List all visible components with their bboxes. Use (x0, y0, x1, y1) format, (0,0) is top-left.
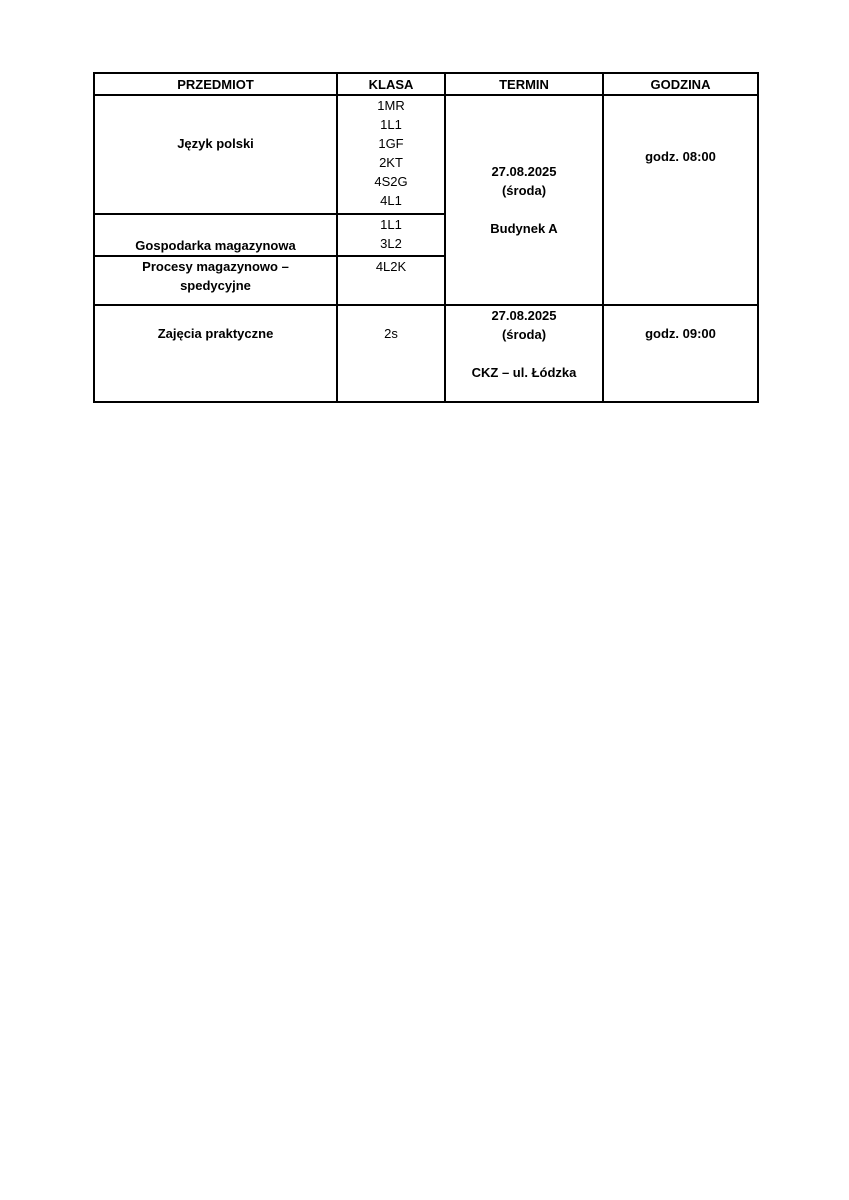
header-row (94, 73, 758, 95)
date-cell (445, 305, 603, 402)
time-text: godz. 08:00 (645, 149, 716, 164)
class-item: 1MR (377, 98, 405, 113)
class-item: 4L1 (380, 193, 402, 208)
subject-cell (94, 305, 337, 402)
subject-text: Język polski (177, 136, 254, 151)
time-text: godz. 09:00 (645, 326, 716, 341)
date-cell (445, 95, 603, 305)
table-row (94, 305, 758, 402)
class-item: 3L2 (380, 236, 402, 251)
time-cell (603, 95, 758, 305)
class-item: 4L2K (375, 259, 407, 274)
class-item: 2KT (379, 155, 403, 170)
class-cell (337, 95, 445, 214)
place-text: Budynek A (490, 221, 558, 236)
class-item: 2s (384, 326, 398, 341)
subject-cell (94, 95, 337, 214)
place-text: CKZ – ul. Łódzka (471, 365, 577, 380)
subject-text-line2: spedycyjne (180, 278, 251, 293)
subject-cell (94, 256, 337, 305)
header-class: KLASA (337, 73, 445, 95)
header-subject: PRZEDMIOT (94, 73, 337, 95)
date-text: 27.08.2025 (491, 164, 557, 179)
subject-text: Gospodarka magazynowa (135, 238, 296, 253)
class-cell (337, 214, 445, 256)
class-item: 1L1 (380, 217, 402, 232)
class-cell (337, 305, 445, 402)
exam-schedule-table (93, 72, 759, 403)
day-text: (środa) (501, 183, 547, 198)
class-item: 4S2G (374, 174, 408, 189)
class-item: 1GF (378, 136, 404, 151)
subject-text: Zajęcia praktyczne (157, 326, 274, 341)
subject-text-line1: Procesy magazynowo – (142, 259, 289, 274)
class-item: 1L1 (380, 117, 402, 132)
table-row (94, 95, 758, 214)
day-text: (środa) (501, 327, 547, 342)
date-text: 27.08.2025 (491, 308, 557, 323)
time-cell (603, 305, 758, 402)
subject-cell (94, 214, 337, 256)
header-date: TERMIN (445, 73, 603, 95)
class-cell (337, 256, 445, 305)
header-time: GODZINA (603, 73, 758, 95)
